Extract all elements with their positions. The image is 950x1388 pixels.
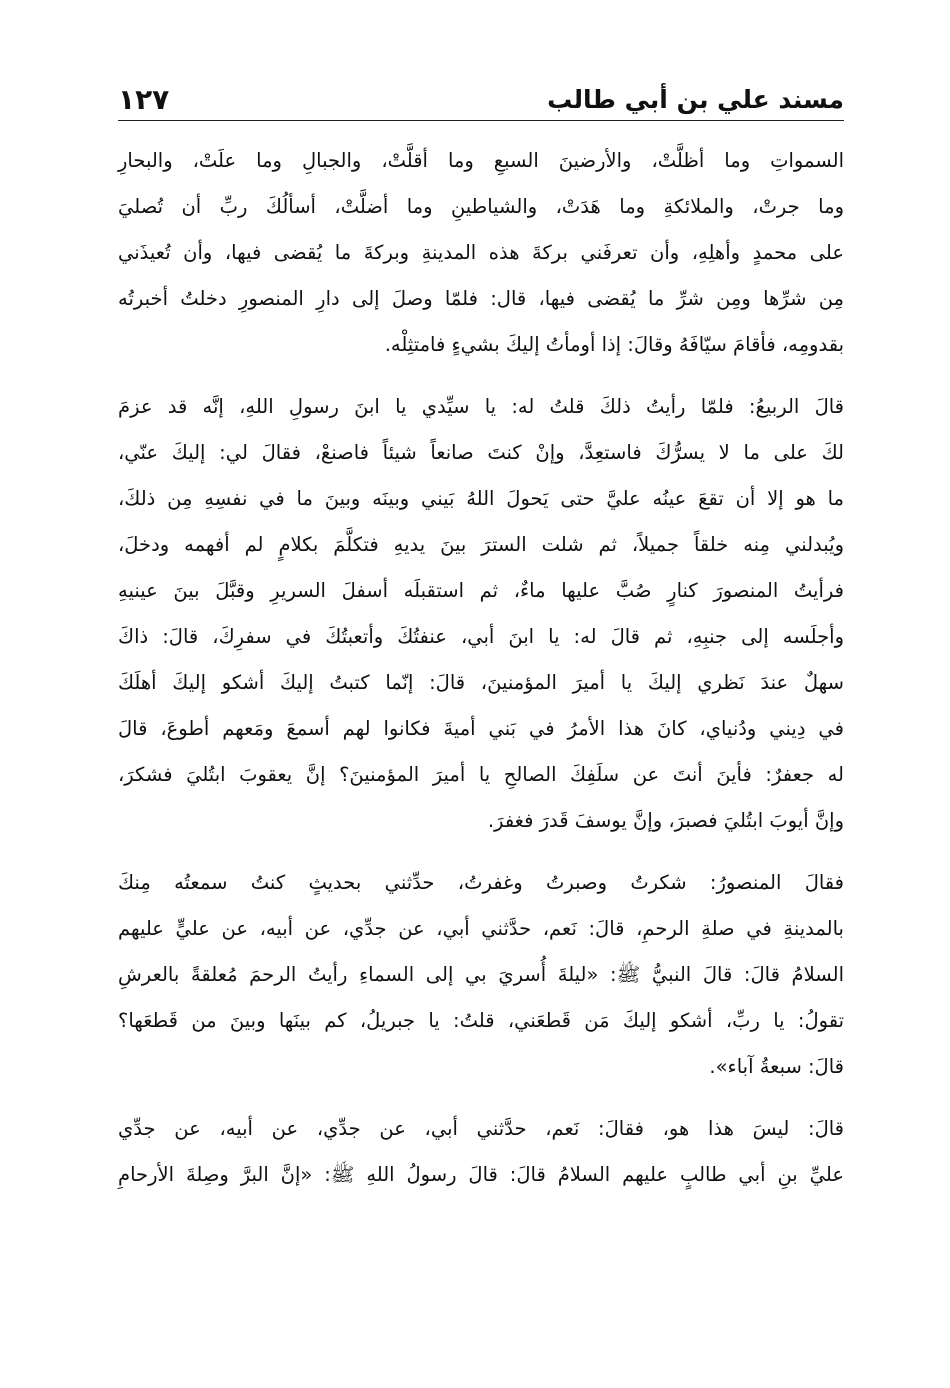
text-line: ويُبدلني مِنه خلقاً جميلاً، ثم شلت السترَ بينَ يديهِ فتكلَّمَ بكلامٍ لم أفهمه ودخلَ،: [118, 533, 844, 556]
text-line: وإنَّ أيوبَ ابتُليَ فصبرَ، وإنَّ يوسفَ قَدرَ فغفرَ.: [487, 809, 844, 832]
text-line: عليِّ بنِ أبي طالبٍ عليهم السلامُ قالَ: قالَ رسولُ اللهِ ﷺ: «إنَّ البرَّ وصِلةَ الأرحامِ: [118, 1163, 844, 1186]
page-number: ١٢٧: [118, 83, 170, 116]
text-line: له جعفرٌ: فأينَ أنتَ عن سلَفِكَ الصالحِ يا أميرَ المؤمنينَ؟ إنَّ يعقوبَ ابتُليَ فشكرَ،: [118, 763, 844, 786]
text-line: السلامُ قالَ: قالَ النبيُّ ﷺ: «ليلةَ أُسريَ بي إلى السماءِ رأيتُ الرحمَ مُعلقةً بالعرشِ: [118, 963, 844, 986]
text-line: ما هو إلا أن تقعَ عينُه عليَّ حتى يَحولَ اللهُ بَيني وبينَه وبينَ ما في نفسِهِ مِن ذلكَ،: [118, 487, 844, 510]
text-line: فقالَ المنصورُ: شكرتُ وصبرتُ وغفرتُ، حدِّثني بحديثٍ كنتُ سمعتُه مِنكَ: [118, 871, 844, 894]
text-line: مِن شرِّها ومِن شرِّ ما يُقضى فيها، قال: فلمّا وصلَ إلى دارِ المنصورِ دخلتُ أخبرتُه: [118, 287, 844, 310]
paragraph: [118, 138, 844, 368]
header-title: مسند علي بن أبي طالب: [547, 85, 844, 114]
body-text: [118, 138, 844, 1198]
text-line: على محمدٍ وأهلِهِ، وأن تعرفَني بركةَ هذه المدينةِ وبركةَ ما يُقضى فيها، وأن تُعيذَني: [118, 241, 844, 264]
text-line: بالمدينةِ في صلةِ الرحمِ، قالَ: نَعم، حدَّثني أبي، عن جدِّي، عن أبيه، عن عليٍّ عليهم: [118, 917, 844, 940]
text-line: وأجلَسه إلى جنبِهِ، ثم قالَ له: يا ابنَ أبي، عنفتُكَ وأتعبتُكَ في سفرِكَ، قالَ: ذاكَ: [118, 625, 844, 648]
text-line: قالَ الربيعُ: فلمّا رأيتُ ذلكَ قلتُ له: يا سيِّدي يا ابنَ رسولِ اللهِ، إنَّه قد عزمَ: [118, 395, 844, 418]
text-line: السمواتِ وما أظلَّتْ، والأرضينَ السبعِ وما أقلَّتْ، والجبالِ وما علَتْ، والبحارِ: [118, 149, 844, 172]
paragraph: [118, 384, 844, 844]
paragraph: [118, 1106, 844, 1198]
running-header: [118, 80, 844, 116]
text-line: قالَ: سبعةُ آباء».: [709, 1055, 844, 1078]
text-line: لكَ على ما لا يسرُّكَ فاستعِدَّ، وإنْ كنتَ صانعاً شيئاً فاصنعْ، فقالَ لي: إليكَ عنّي،: [118, 441, 844, 464]
text-line: فرأيتُ المنصورَ كنارٍ صُبَّ عليها ماءٌ، ثم استقبلَه أسفلَ السريرِ وقبَّلَ بينَ عينيهِ: [118, 579, 844, 602]
header-rule: [118, 120, 844, 121]
text-line: بقدومِه، فأقامَ سيّافَهُ وقالَ: إذا أومأتُ إليكَ بشيءٍ فامتثِلْه.: [384, 333, 844, 356]
text-line: قالَ: ليسَ هذا هو، فقالَ: نَعم، حدَّثني أبي، عن جدِّي، عن أبيه، عن جدِّي: [118, 1117, 844, 1140]
paragraph: [118, 860, 844, 1090]
text-line: سهلٌ عندَ نَظري إليكَ يا أميرَ المؤمنينَ، قالَ: إنّما كتبتُ إليكَ أشكو إليكَ أهلَكَ: [118, 671, 844, 694]
text-line: وما جرتْ، والملائكةِ وما هَدَتْ، والشياطينِ وما أضلَّتْ، أسألُكَ ربِّ أن تُصليَ: [118, 195, 844, 218]
text-line: تقولُ: يا ربِّ، أشكو إليكَ مَن قَطعَني، قلتُ: يا جبريلُ، كم بينَها وبينَ من قَطعَها؟: [118, 1009, 844, 1032]
text-line: في دِيني ودُنياي، كانَ هذا الأمرُ في بَني أميةَ فكانوا لهم أسمعَ ومَعهم أطوعَ، قالَ: [118, 717, 844, 740]
